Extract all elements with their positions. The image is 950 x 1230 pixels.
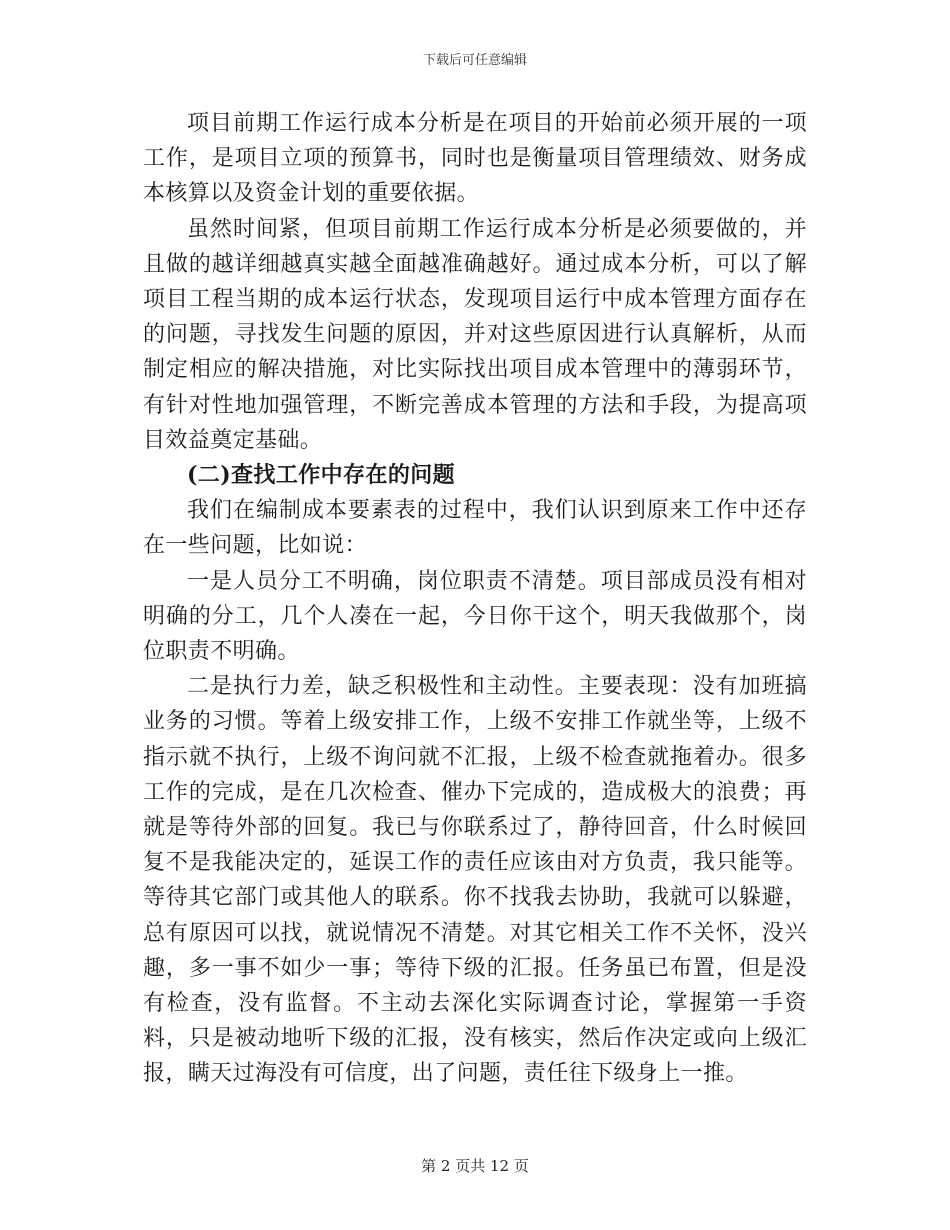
paragraph-problems-intro: 我们在编制成本要素表的过程中，我们认识到原来工作中还存在一些问题，比如说： <box>143 498 807 559</box>
paragraph-problem-two: 二是执行力差，缺乏积极性和主动性。主要表现：没有加班搞业务的习惯。等着上级安排工作，上级不安排工作就坐等，上级不指示就不执行，上级不询问就不汇报，上级不检查就拖着办。很多工作的完成，是在几次检查、催办下完成的，造成极大的浪费；再就是等待外部的回复。我已与你联系过了，静待回音，什么时候回复不是我能决定的，延误工作的责任应该由对方负责，我只能等。等待其它部门或其他人的联系。你不找我去协助，我就可以躲避，总有原因可以找，就说情况不清楚。对其它相关工作不关怀，没兴趣，多一事不如少一事；等待下级的汇报。任务虽已布置，但是没有检查，没有监督。不主动去深化实际调查讨论，掌握第一手资料，只是被动地听下级的汇报，没有核实，然后作决定或向上级汇报，瞒天过海没有可信度，出了问题，责任往下级身上一推。 <box>143 674 807 1087</box>
page-header: 下载后可任意编辑 <box>422 53 527 68</box>
paragraph-problem-one: 一是人员分工不明确，岗位职责不清楚。项目部成员没有相对明确的分工，几个人凑在一起，今日你干这个，明天我做那个，岗位职责不明确。 <box>143 568 807 665</box>
section-heading: (二)查找工作中存在的问题 <box>187 462 456 489</box>
page-number-footer: 第 2 页共 12 页 <box>421 1157 529 1175</box>
document-body <box>143 106 807 1092</box>
paragraph-cost-analysis-necessity: 虽然时间紧，但项目前期工作运行成本分析是必须要做的，并且做的越详细越真实越全面越准确越好。通过成本分析，可以了解项目工程当期的成本运行状态，发现项目运行中成本管理方面存在的问题，寻找发生问题的原因，并对这些原因进行认真解析，从而制定相应的解决措施，对比实际找出项目成本管理中的薄弱环节，有针对性地加强管理，不断完善成本管理的方法和手段，为提高项目效益奠定基础。 <box>143 216 807 453</box>
paragraph-cost-analysis-intro: 项目前期工作运行成本分析是在项目的开始前必须开展的一项工作，是项目立项的预算书，同时也是衡量项目管理绩效、财务成本核算以及资金计划的重要依据。 <box>143 111 807 207</box>
